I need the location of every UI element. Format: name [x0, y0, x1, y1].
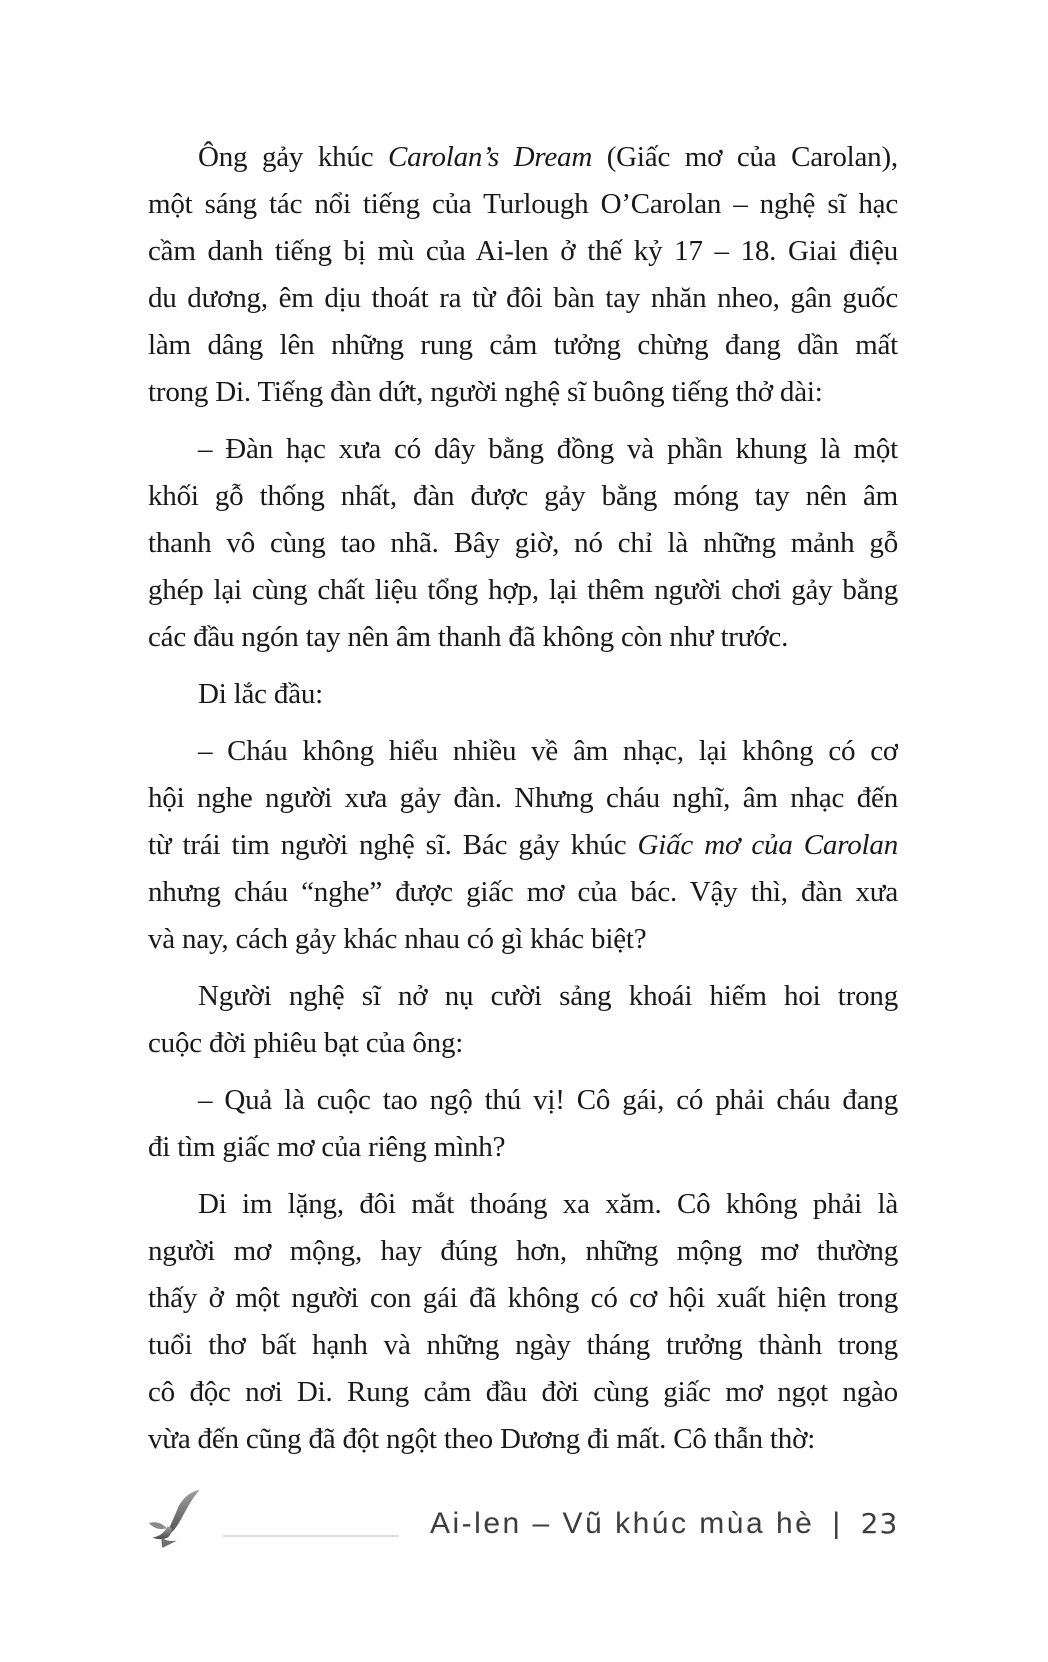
text-segment: và nay, cách gảy khác nhau có gì khác biệt?	[148, 923, 647, 955]
text-line	[148, 1369, 898, 1416]
italic-text-segment: Giấc mơ của Carolan	[637, 829, 898, 861]
text-line	[148, 1077, 898, 1124]
text-segment: Di im lặng, đôi mắt thoáng xa xăm. Cô không phải là	[198, 1188, 898, 1220]
text-segment: các đầu ngón tay nên âm thanh đã không còn như trước.	[148, 621, 789, 653]
text-segment: cô độc nơi Di. Rung cảm đầu đời cùng giấc mơ ngọt ngào	[148, 1376, 898, 1408]
text-line	[148, 671, 898, 718]
text-line	[148, 1020, 898, 1067]
text-segment: Người nghệ sĩ nở nụ cười sảng khoái hiếm hoi trong	[198, 980, 898, 1012]
paragraph	[148, 426, 898, 661]
text-segment: du dương, êm dịu thoát ra từ đôi bàn tay nhăn nheo, gân guốc	[148, 282, 898, 314]
text-line	[148, 322, 898, 369]
paragraph	[148, 1181, 898, 1463]
text-segment: cầm danh tiếng bị mù của Ai-len ở thế kỷ 17 – 18. Giai điệu	[148, 235, 898, 267]
text-line	[148, 134, 898, 181]
text-line	[148, 228, 898, 275]
text-line	[148, 1181, 898, 1228]
text-line	[148, 775, 898, 822]
text-line	[148, 275, 898, 322]
text-segment: từ trái tim người nghệ sĩ. Bác gảy khúc	[148, 829, 638, 861]
text-segment: tuổi thơ bất hạnh và những ngày tháng trưởng thành trong	[148, 1329, 898, 1361]
footer-rule	[223, 1535, 399, 1537]
text-line	[148, 1275, 898, 1322]
text-segment: (Giấc mơ của Carolan),	[592, 141, 898, 173]
text-line	[148, 1416, 898, 1463]
text-segment: hội nghe người xưa gảy đàn. Nhưng cháu nghĩ, âm nhạc đến	[148, 782, 898, 814]
paragraph	[148, 728, 898, 963]
paragraph	[148, 973, 898, 1067]
text-line	[148, 916, 898, 963]
text-line	[148, 473, 898, 520]
text-line	[148, 1228, 898, 1275]
text-line	[148, 1124, 898, 1171]
text-line	[148, 973, 898, 1020]
text-segment: – Cháu không hiểu nhiều về âm nhạc, lại không có cơ	[198, 735, 898, 767]
text-segment: khối gỗ thống nhất, đàn được gảy bằng móng tay nên âm	[148, 480, 898, 512]
text-segment: ghép lại cùng chất liệu tổng hợp, lại thêm người chơi gảy bằng	[148, 574, 898, 606]
text-segment: một sáng tác nổi tiếng của Turlough O’Carolan – nghệ sĩ hạc	[148, 188, 898, 220]
text-line	[148, 426, 898, 473]
page-number: 23	[860, 1507, 899, 1540]
text-segment: – Quả là cuộc tao ngộ thú vị! Cô gái, có phải cháu đang	[198, 1084, 898, 1116]
text-segment: cuộc đời phiêu bạt của ông:	[148, 1027, 464, 1059]
text-segment: Ông gảy khúc	[198, 141, 389, 173]
text-segment: đi tìm giấc mơ của riêng mình?	[148, 1131, 506, 1163]
text-line	[148, 869, 898, 916]
text-line	[148, 822, 898, 869]
body-text	[148, 134, 898, 1473]
text-line	[148, 369, 898, 416]
text-segment: thấy ở một người con gái đã không có cơ hội xuất hiện trong	[148, 1282, 898, 1314]
text-segment: Di lắc đầu:	[198, 678, 324, 710]
running-footer-title: Ai-len – Vũ khúc mùa hè	[430, 1507, 815, 1540]
text-line	[148, 567, 898, 614]
text-line	[148, 181, 898, 228]
text-segment: – Đàn hạc xưa có dây bằng đồng và phần khung là một	[198, 433, 898, 465]
footer-separator: |	[832, 1507, 843, 1540]
italic-text-segment: Carolan’s Dream	[388, 141, 593, 173]
text-segment: vừa đến cũng đã đột ngột theo Dương đi mất. Cô thẫn thờ:	[148, 1423, 816, 1455]
text-segment: thanh vô cùng tao nhã. Bây giờ, nó chỉ là những mảnh gỗ	[148, 527, 898, 559]
text-line	[148, 520, 898, 567]
paragraph	[148, 134, 898, 416]
text-segment: người mơ mộng, hay đúng hơn, những mộng mơ thường	[148, 1235, 898, 1267]
seagull-icon	[146, 1489, 210, 1551]
text-segment: trong Di. Tiếng đàn dứt, người nghệ sĩ buông tiếng thở dài:	[148, 376, 823, 408]
text-segment: làm dâng lên những rung cảm tưởng chừng đang dần mất	[148, 329, 898, 361]
text-line	[148, 1322, 898, 1369]
text-segment: nhưng cháu “nghe” được giấc mơ của bác. Vậy thì, đàn xưa	[148, 876, 898, 908]
running-footer	[430, 1502, 898, 1546]
paragraph	[148, 671, 898, 718]
text-line	[148, 728, 898, 775]
paragraph	[148, 1077, 898, 1171]
text-line	[148, 614, 898, 661]
